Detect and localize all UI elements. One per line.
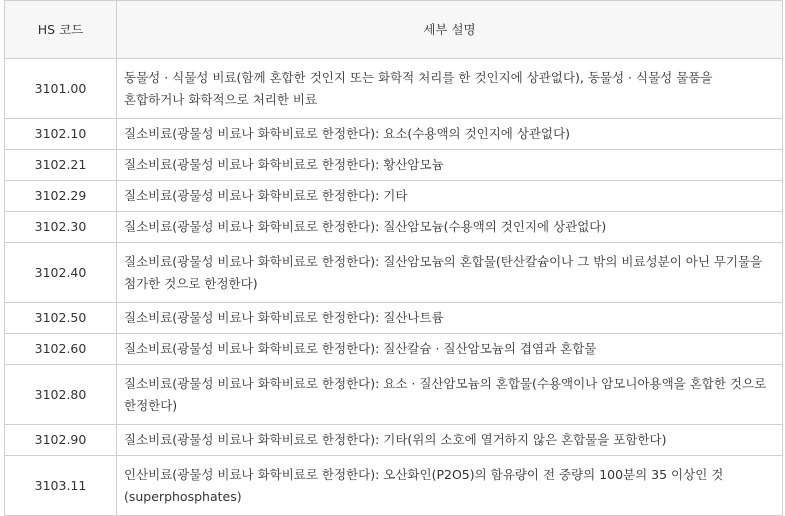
table-row — [5, 243, 783, 303]
hs-code-cell: 3102.60 — [5, 334, 117, 365]
table-row — [5, 334, 783, 365]
table-row — [5, 303, 783, 334]
column-header-description: 세부 설명 — [117, 1, 783, 59]
hs-code-cell: 3102.50 — [5, 303, 117, 334]
hs-code-cell: 3102.10 — [5, 119, 117, 150]
description-cell: 동물성 · 식물성 비료(함께 혼합한 것인지 또는 화학적 처리를 한 것인지에 상관없다), 동물성 · 식물성 물품을 혼합하거나 화학적으로 처리한 비료 — [117, 59, 783, 119]
table-row — [5, 456, 783, 516]
table-row — [5, 425, 783, 456]
hs-code-cell: 3103.11 — [5, 456, 117, 516]
description-cell: 질소비료(광물성 비료나 화학비료로 한정한다): 기타(위의 소호에 열거하지 않은 혼합물을 포함한다) — [117, 425, 783, 456]
hs-code-cell: 3101.00 — [5, 59, 117, 119]
description-cell: 질소비료(광물성 비료나 화학비료로 한정한다): 요소(수용액의 것인지에 상관없다) — [117, 119, 783, 150]
table-header-row — [5, 1, 783, 59]
hs-code-cell: 3102.80 — [5, 365, 117, 425]
hs-code-cell: 3102.30 — [5, 212, 117, 243]
table-row — [5, 181, 783, 212]
hs-code-table — [4, 0, 783, 516]
description-cell: 질소비료(광물성 비료나 화학비료로 한정한다): 질산나트륨 — [117, 303, 783, 334]
hs-code-cell: 3102.90 — [5, 425, 117, 456]
table-row — [5, 119, 783, 150]
description-cell: 질소비료(광물성 비료나 화학비료로 한정한다): 요소 · 질산암모늄의 혼합물(수용액이나 암모니아용액을 혼합한 것으로 한정한다) — [117, 365, 783, 425]
table-row — [5, 365, 783, 425]
table-row — [5, 150, 783, 181]
description-cell: 질소비료(광물성 비료나 화학비료로 한정한다): 질산칼슘 · 질산암모늄의 겹염과 혼합물 — [117, 334, 783, 365]
hs-code-cell: 3102.21 — [5, 150, 117, 181]
description-cell: 질소비료(광물성 비료나 화학비료로 한정한다): 기타 — [117, 181, 783, 212]
description-cell: 질소비료(광물성 비료나 화학비료로 한정한다): 황산암모늄 — [117, 150, 783, 181]
description-cell: 인산비료(광물성 비료나 화학비료로 한정한다): 오산화인(P2O5)의 함유량이 전 중량의 100분의 35 이상인 것(superphosphates) — [117, 456, 783, 516]
description-cell: 질소비료(광물성 비료나 화학비료로 한정한다): 질산암모늄(수용액의 것인지에 상관없다) — [117, 212, 783, 243]
column-header-hs-code: HS 코드 — [5, 1, 117, 59]
description-cell: 질소비료(광물성 비료나 화학비료로 한정한다): 질산암모늄의 혼합물(탄산칼슘이나 그 밖의 비료성분이 아닌 무기물을 첨가한 것으로 한정한다) — [117, 243, 783, 303]
table-row — [5, 59, 783, 119]
hs-code-cell: 3102.29 — [5, 181, 117, 212]
table-row — [5, 212, 783, 243]
hs-code-cell: 3102.40 — [5, 243, 117, 303]
